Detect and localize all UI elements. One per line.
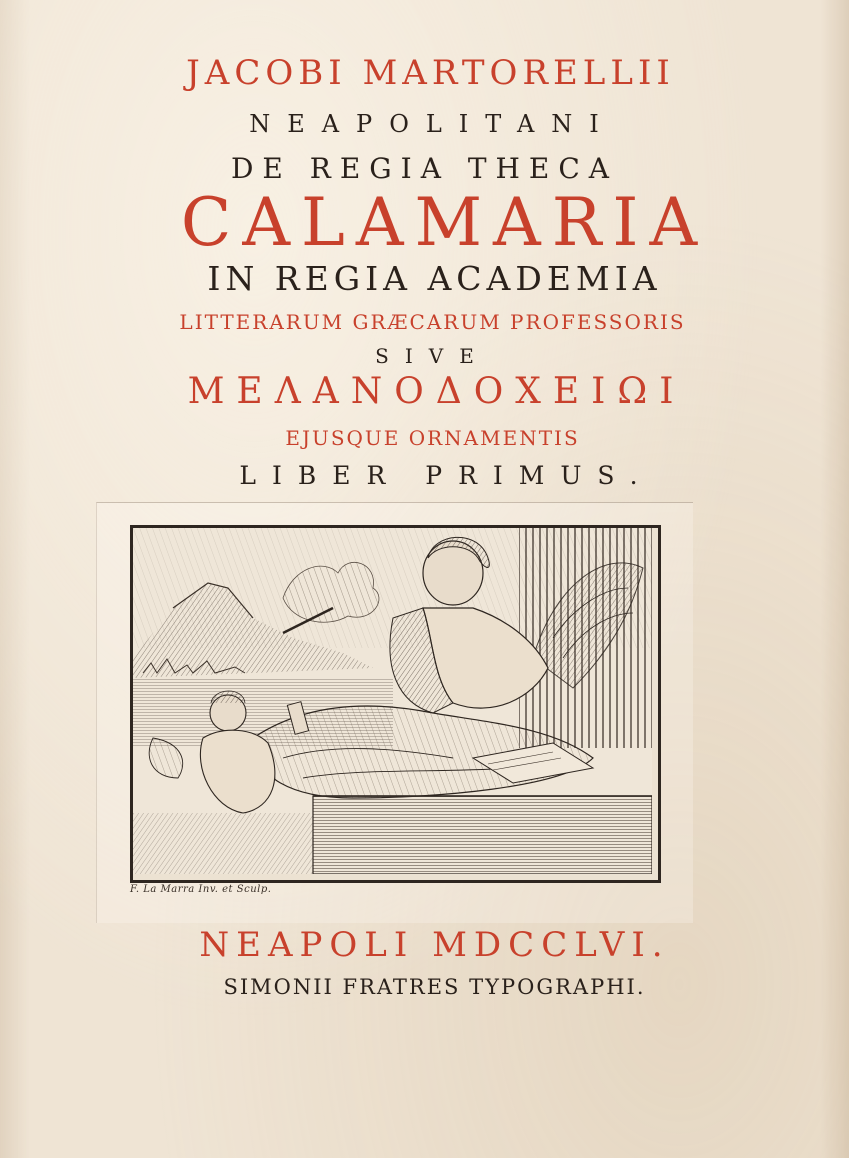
author-origin: NEAPOLITANI <box>249 110 616 138</box>
imprint-city-year: NEAPOLI MDCCLVI. <box>199 925 670 965</box>
engraving-credit: F. La Marra Inv. et Sculp. <box>130 884 272 895</box>
author-name: JACOBI MARTORELLII <box>186 53 675 93</box>
main-title: CALAMARIA <box>180 184 709 261</box>
imprint-printer: SIMONII FRATRES TYPOGRAPHI. <box>223 975 646 999</box>
engraving-illustration <box>130 525 661 883</box>
title-line-professoris: LITTERARUM GRÆCARUM PROFESSORIS <box>179 310 686 334</box>
title-line-de-regia-theca: DE REGIA THECA <box>230 152 619 185</box>
title-line-in-regia-academia: IN REGIA ACADEMIA <box>207 259 662 298</box>
title-line-sive: SIVE <box>375 344 490 368</box>
greek-title: ΜΕΛΑΝΟΔΟΧΕΙΩΙ <box>187 371 686 412</box>
title-line-ornamentis: EJUSQUE ORNAMENTIS <box>285 426 580 450</box>
book-number: LIBER PRIMUS. <box>239 461 654 490</box>
